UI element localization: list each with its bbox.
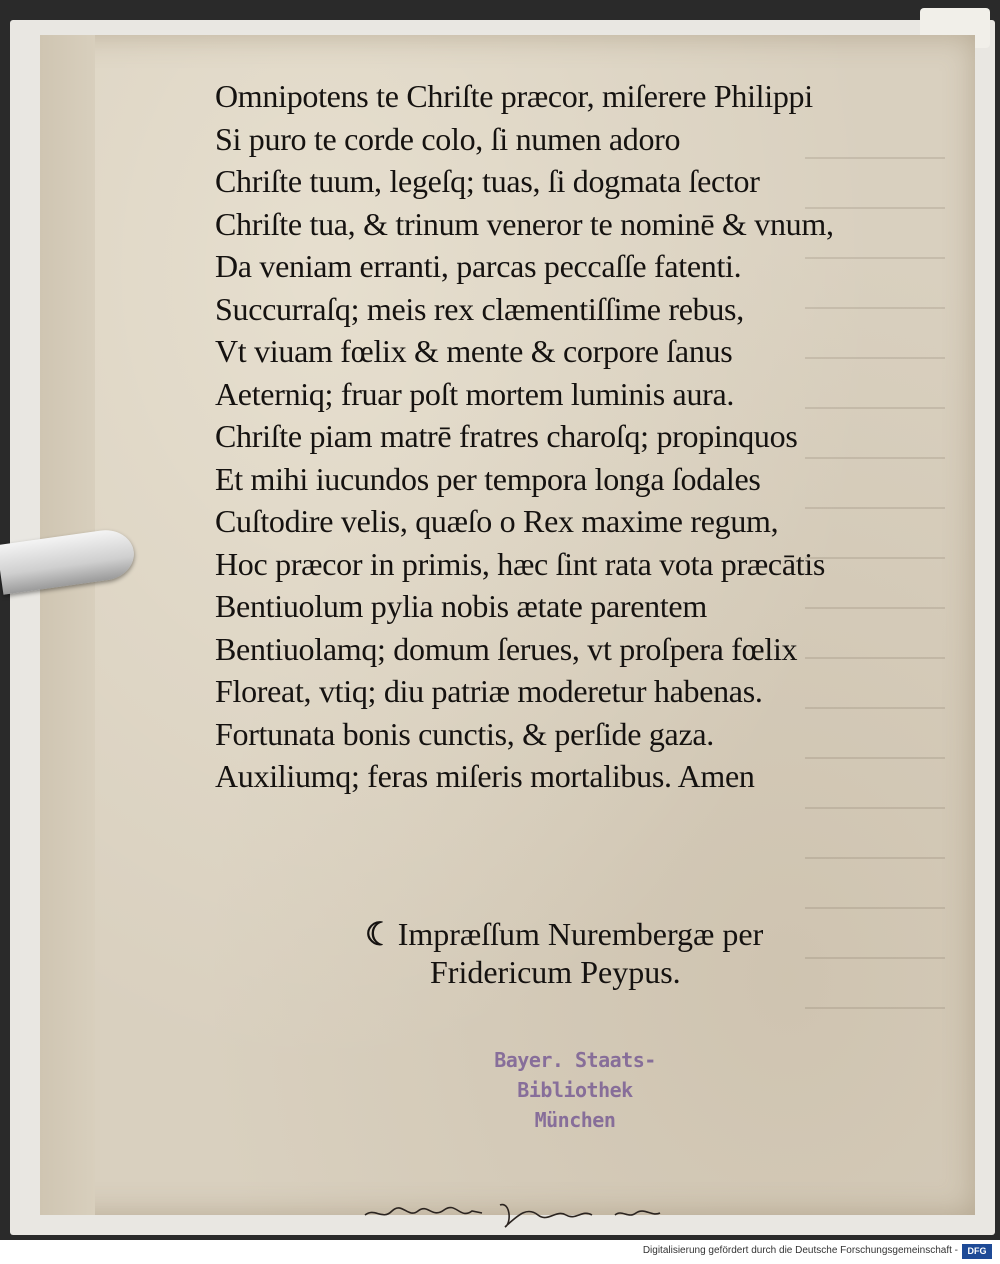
stamp-line: Bibliothek [517,1078,633,1102]
verse-line: Bentiuolamq; domum ſerues, vt proſpera fœlix [215,630,798,667]
verse-line: Chriſte tua, & trinum veneror te nominē & vnum, [215,205,834,242]
verse-line: Hoc præcor in primis, hæc ſint rata vota præcātis [215,545,826,582]
colophon [365,915,763,991]
verse-line: Floreat, vtiq; diu patriæ moderetur habenas. [215,673,763,709]
verse-line: Da veniam erranti, parcas peccaſſe fatenti. [215,248,742,284]
verse-line: Succurraſq; meis rex clæmentiſſime rebus, [215,290,744,327]
verse-line: Fortunata bonis cunctis, & perſide gaza. [215,715,714,752]
paragraph-mark-icon: ☾ [365,916,394,952]
colophon-line-2: Fridericum Peypus. [430,954,681,990]
verse-line: Et mihi iucundos per tempora longa ſodales [215,460,761,497]
verse-line: Bentiuolum pylia nobis ætate parentem [215,588,707,624]
verse-line: Vt viuam fœlix & mente & corpore ſanus [215,333,733,369]
verse-line: Chriſte tuum, legeſq; tuas, ſi dogmata ſector [215,163,760,199]
verse-line: Si puro te corde colo, ſi numen adoro [215,120,681,157]
dfg-logo: DFG [962,1244,992,1259]
verse-line: Aeterniq; fruar poſt mortem luminis aura. [215,375,735,412]
poem-text [215,75,975,798]
handwritten-signature [360,1193,680,1233]
colophon-line-1: Impræſſum Nurembergæ per [397,916,764,952]
book-page [40,35,975,1215]
footer-bar [0,1240,1000,1264]
stamp-line: Bayer. Staats- [494,1048,656,1072]
verse-line: Auxiliumq; feras miſeris mortalibus. Amen [215,758,755,794]
page-margin-strip [40,35,95,1215]
verse-line: Omnipotens te Chriſte præcor, miſerere Philippi [215,78,813,114]
verse-line: Cuſtodire velis, quæſo o Rex maxime regum, [215,503,779,539]
verse-line: Chriſte piam matrē fratres charoſq; propinquos [215,418,798,454]
funding-note: Digitalisierung gefördert durch die Deutsche Forschungsgemeinschaft - [642,1245,958,1256]
library-stamp [490,1045,660,1135]
stamp-line: München [534,1108,616,1132]
